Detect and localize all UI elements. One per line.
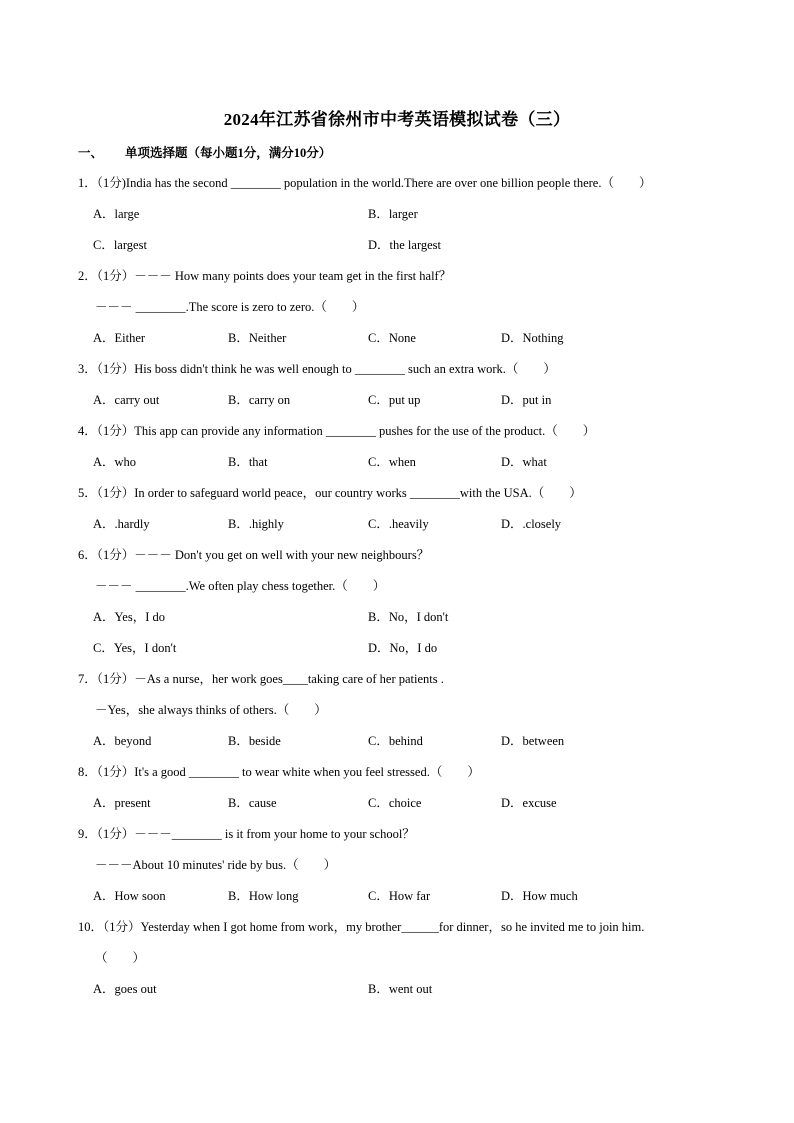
question-stem-continued bbox=[0, 852, 794, 883]
answer-option[interactable]: D．the largest bbox=[368, 238, 442, 252]
options-row bbox=[0, 511, 794, 542]
question-item bbox=[0, 263, 794, 356]
answer-option[interactable]: A．carry out bbox=[93, 393, 160, 407]
answer-option[interactable]: B．.highly bbox=[228, 517, 284, 531]
question-item bbox=[0, 356, 794, 418]
document-title: 2024年江苏省徐州市中考英语模拟试卷（三） bbox=[223, 110, 571, 129]
answer-option[interactable]: C．put up bbox=[368, 393, 421, 407]
options-row bbox=[0, 883, 794, 914]
answer-option[interactable]: D．.closely bbox=[501, 517, 562, 531]
answer-option[interactable]: B．No，I don't bbox=[368, 610, 449, 624]
question-text: 5．（1分）In order to safeguard world peace，our country works ________with the USA.（ ） bbox=[78, 486, 582, 500]
answer-option[interactable]: C．Yes，I don't bbox=[93, 641, 177, 655]
question-item bbox=[0, 821, 794, 914]
answer-option[interactable]: A．goes out bbox=[93, 982, 157, 996]
answer-option[interactable]: D．Nothing bbox=[501, 331, 564, 345]
question-text: －Yes，she always thinks of others.（ ） bbox=[95, 703, 327, 717]
section-number: 一、 bbox=[78, 146, 104, 160]
question-item bbox=[0, 759, 794, 821]
answer-option[interactable]: A．Either bbox=[93, 331, 146, 345]
question-item bbox=[0, 666, 794, 759]
question-text: 9．（1分）－－－________ is it from your home to your school？ bbox=[78, 827, 415, 841]
answer-option[interactable]: A．large bbox=[93, 207, 140, 221]
question-stem-continued bbox=[0, 697, 794, 728]
answer-option[interactable]: D．what bbox=[501, 455, 547, 469]
answer-option[interactable]: D．How much bbox=[501, 889, 578, 903]
section-title: 单项选择题（每小题1分，满分10分） bbox=[125, 146, 332, 160]
question-item bbox=[0, 542, 794, 666]
question-stem bbox=[0, 480, 794, 511]
question-stem bbox=[0, 914, 794, 945]
options-row bbox=[0, 449, 794, 480]
answer-option[interactable]: D．No，I do bbox=[368, 641, 438, 655]
question-item bbox=[0, 914, 794, 1007]
answer-option[interactable]: A．How soon bbox=[93, 889, 166, 903]
answer-option[interactable]: B．that bbox=[228, 455, 268, 469]
answer-option[interactable]: C．when bbox=[368, 455, 416, 469]
options-row bbox=[0, 201, 794, 232]
question-text: （ ） bbox=[95, 951, 146, 965]
question-text: 10．（1分）Yesterday when I got home from work，my brother______for dinner，so he invited me to join him. bbox=[78, 920, 645, 934]
question-stem bbox=[0, 356, 794, 387]
question-text: －－－About 10 minutes' ride by bus.（ ） bbox=[95, 858, 337, 872]
question-stem bbox=[0, 418, 794, 449]
options-row bbox=[0, 635, 794, 666]
question-stem bbox=[0, 263, 794, 294]
answer-option[interactable]: A．who bbox=[93, 455, 137, 469]
question-text: 7．（1分）－As a nurse，her work goes____taking care of her patients . bbox=[78, 672, 444, 686]
question-text: 2．（1分）－－－ How many points does your team get in the first half？ bbox=[78, 269, 452, 283]
answer-option[interactable]: B．How long bbox=[228, 889, 299, 903]
question-stem-continued bbox=[0, 294, 794, 325]
question-stem-continued bbox=[0, 573, 794, 604]
options-row bbox=[0, 976, 794, 1007]
question-list bbox=[0, 170, 794, 1007]
answer-option[interactable]: A．Yes，I do bbox=[93, 610, 166, 624]
question-stem bbox=[0, 542, 794, 573]
answer-option[interactable]: C．behind bbox=[368, 734, 423, 748]
question-stem bbox=[0, 170, 794, 201]
answer-option[interactable]: A．present bbox=[93, 796, 151, 810]
question-item bbox=[0, 418, 794, 480]
answer-option[interactable]: B．went out bbox=[368, 982, 433, 996]
answer-option[interactable]: D．excuse bbox=[501, 796, 557, 810]
answer-option[interactable]: C．How far bbox=[368, 889, 431, 903]
question-stem bbox=[0, 666, 794, 697]
answer-option[interactable]: D．between bbox=[501, 734, 565, 748]
question-item bbox=[0, 170, 794, 263]
answer-option[interactable]: C．None bbox=[368, 331, 416, 345]
question-item bbox=[0, 480, 794, 542]
answer-option[interactable]: C．choice bbox=[368, 796, 422, 810]
question-text: －－－ ________.We often play chess together.（ ） bbox=[95, 579, 386, 593]
question-text: 1．（1分)India has the second ________ population in the world.There are over one billion people there.（ ） bbox=[78, 176, 652, 190]
question-text: 4．（1分）This app can provide any information ________ pushes for the use of the product.（ ） bbox=[78, 424, 596, 438]
question-text: 6．（1分）－－－ Don't you get on well with your new neighbours？ bbox=[78, 548, 430, 562]
answer-option[interactable]: B．larger bbox=[368, 207, 418, 221]
question-stem bbox=[0, 759, 794, 790]
question-stem-continued bbox=[0, 945, 794, 976]
answer-option[interactable]: B．cause bbox=[228, 796, 277, 810]
answer-option[interactable]: A．beyond bbox=[93, 734, 152, 748]
question-text: －－－ ________.The score is zero to zero.（ ） bbox=[95, 300, 365, 314]
answer-option[interactable]: C．largest bbox=[93, 238, 147, 252]
options-row bbox=[0, 387, 794, 418]
answer-option[interactable]: D．put in bbox=[501, 393, 552, 407]
question-stem bbox=[0, 821, 794, 852]
options-row bbox=[0, 232, 794, 263]
answer-option[interactable]: A．.hardly bbox=[93, 517, 150, 531]
options-row bbox=[0, 604, 794, 635]
question-text: 8．（1分）It's a good ________ to wear white when you feel stressed.（ ） bbox=[78, 765, 480, 779]
section-heading bbox=[78, 143, 331, 161]
options-row bbox=[0, 790, 794, 821]
options-row bbox=[0, 728, 794, 759]
answer-option[interactable]: B．Neither bbox=[228, 331, 287, 345]
options-row bbox=[0, 325, 794, 356]
answer-option[interactable]: C．.heavily bbox=[368, 517, 429, 531]
answer-option[interactable]: B．beside bbox=[228, 734, 281, 748]
question-text: 3．（1分）His boss didn't think he was well enough to ________ such an extra work.（ ） bbox=[78, 362, 556, 376]
answer-option[interactable]: B．carry on bbox=[228, 393, 291, 407]
